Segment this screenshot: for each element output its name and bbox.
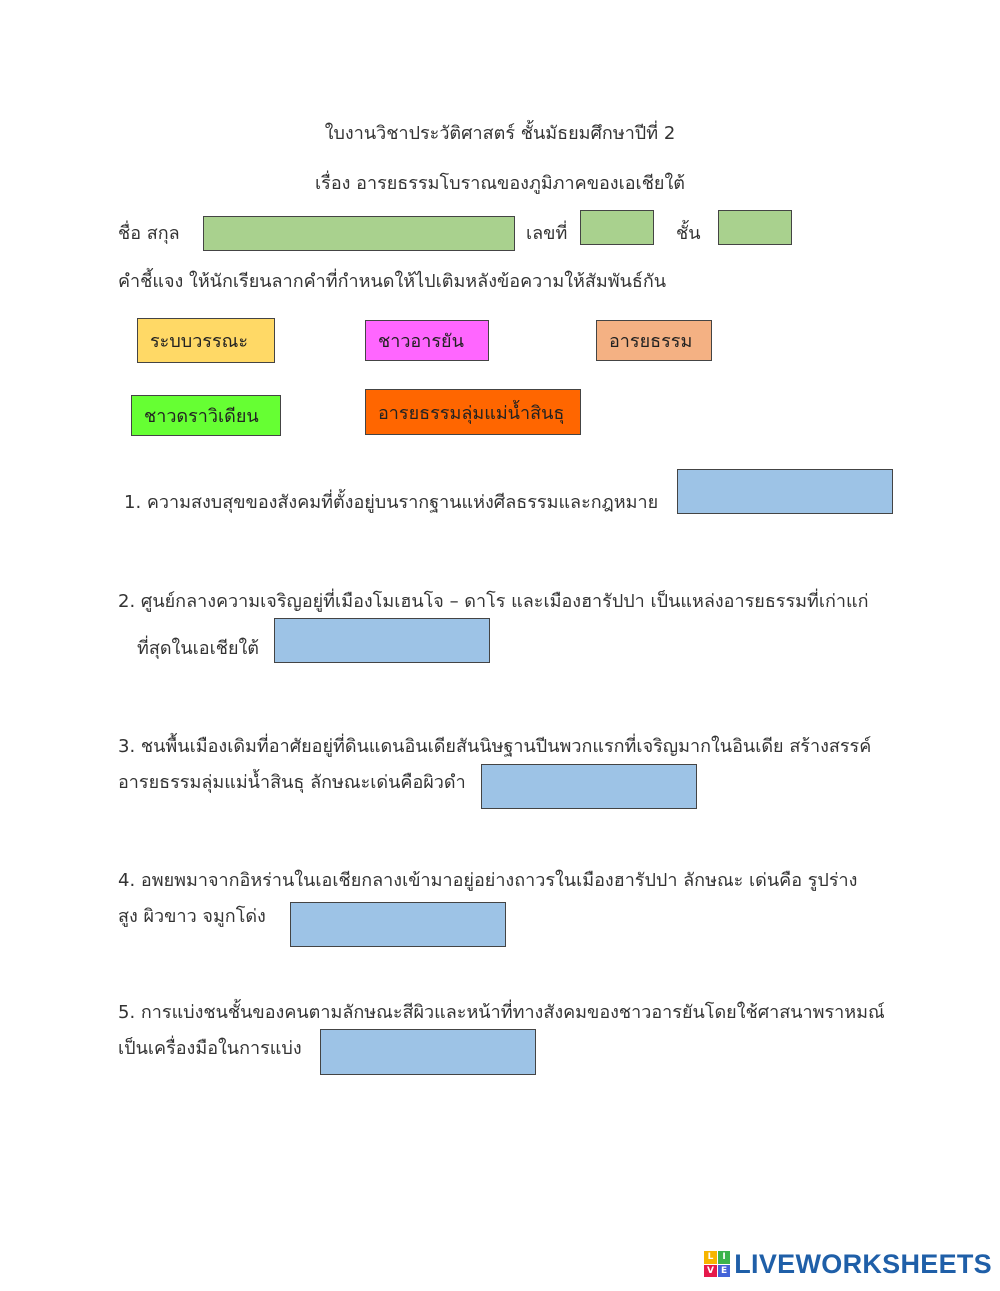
class-input[interactable]	[718, 210, 792, 245]
number-input[interactable]	[580, 210, 654, 245]
question-4-text-continued: สูง ผิวขาว จมูกโด่ง	[118, 906, 266, 927]
word-tile-label: ชาวอารยัน	[378, 331, 464, 352]
liveworksheets-logo[interactable]	[704, 1247, 992, 1281]
question-2-text: 2. ศูนย์กลางความเจริญอยู่ที่เมืองโมเฮนโจ – ดาโร และเมืองฮารัปปา เป็นแหล่งอารยธรรมที่เก่าแก่	[118, 591, 869, 612]
question-3-text-continued: อารยธรรมลุ่มแม่น้ำสินธุ ลักษณะเด่นคือผิวดำ	[118, 772, 466, 793]
worksheet-subject: เรื่อง อารยธรรมโบราณของภูมิภาคของเอเชียใต้	[315, 173, 685, 194]
question-2-answer-box[interactable]	[274, 618, 490, 663]
name-label: ชื่อ สกุล	[118, 223, 180, 244]
question-3-text: 3. ชนพื้นเมืองเดิมที่อาศัยอยู่ที่ดินแดนอินเดียสันนิษฐานปีนพวกแรกที่เจริญมากในอินเดีย สร้างสรรค์	[118, 736, 872, 757]
question-5-text-continued: เป็นเครื่องมือในการแบ่ง	[118, 1038, 302, 1059]
class-label: ชั้น	[676, 223, 701, 244]
liveworksheets-logo-text: LIVEWORKSHEETS	[734, 1248, 992, 1279]
question-3-answer-box[interactable]	[481, 764, 697, 809]
question-2-text-continued: ที่สุดในเอเชียใต้	[137, 638, 259, 659]
worksheet-title: ใบงานวิชาประวัติศาสตร์ ชั้นมัธยมศึกษาปีที่ 2	[324, 123, 676, 144]
question-5-text: 5. การแบ่งชนชั้นของคนตามลักษณะสีผิวและหน้าที่ทางสังคมของชาวอารยันโดยใช้ศาสนาพราหมณ์	[118, 1002, 885, 1023]
question-4-text: 4. อพยพมาจากอิหร่านในเอเชียกลางเข้ามาอยู่อย่างถาวรในเมืองฮารัปปา ลักษณะ เด่นคือ รูปร่าง	[118, 870, 858, 891]
word-tile-label: อารยธรรม	[609, 331, 693, 352]
word-tile-label: อารยธรรมลุ่มแม่น้ำสินธุ	[378, 402, 565, 424]
question-5-answer-box[interactable]	[320, 1029, 536, 1075]
word-tile-label: ระบบวรรณะ	[150, 331, 248, 352]
word-tile-dravidians[interactable]	[131, 395, 281, 436]
question-1-answer-box[interactable]	[677, 469, 893, 514]
instructions-text: คำชี้แจง ให้นักเรียนลากคำที่กำหนดให้ไปเติมหลังข้อความให้สัมพันธ์กัน	[118, 271, 667, 292]
word-tile-aryans[interactable]	[365, 320, 489, 361]
question-1-text: 1. ความสงบสุขของสังคมที่ตั้งอยู่บนรากฐานแห่งศีลธรรมและกฎหมาย	[124, 492, 659, 513]
word-tile-caste-system[interactable]	[137, 318, 275, 363]
word-tile-civilization[interactable]	[596, 320, 712, 361]
number-label: เลขที่	[526, 223, 568, 244]
liveworksheets-logo-icon: L I V E	[704, 1251, 730, 1277]
word-tile-indus-civilization[interactable]	[365, 389, 581, 435]
word-tile-label: ชาวดราวิเดียน	[144, 406, 259, 427]
question-4-answer-box[interactable]	[290, 902, 506, 947]
name-input[interactable]	[203, 216, 515, 251]
